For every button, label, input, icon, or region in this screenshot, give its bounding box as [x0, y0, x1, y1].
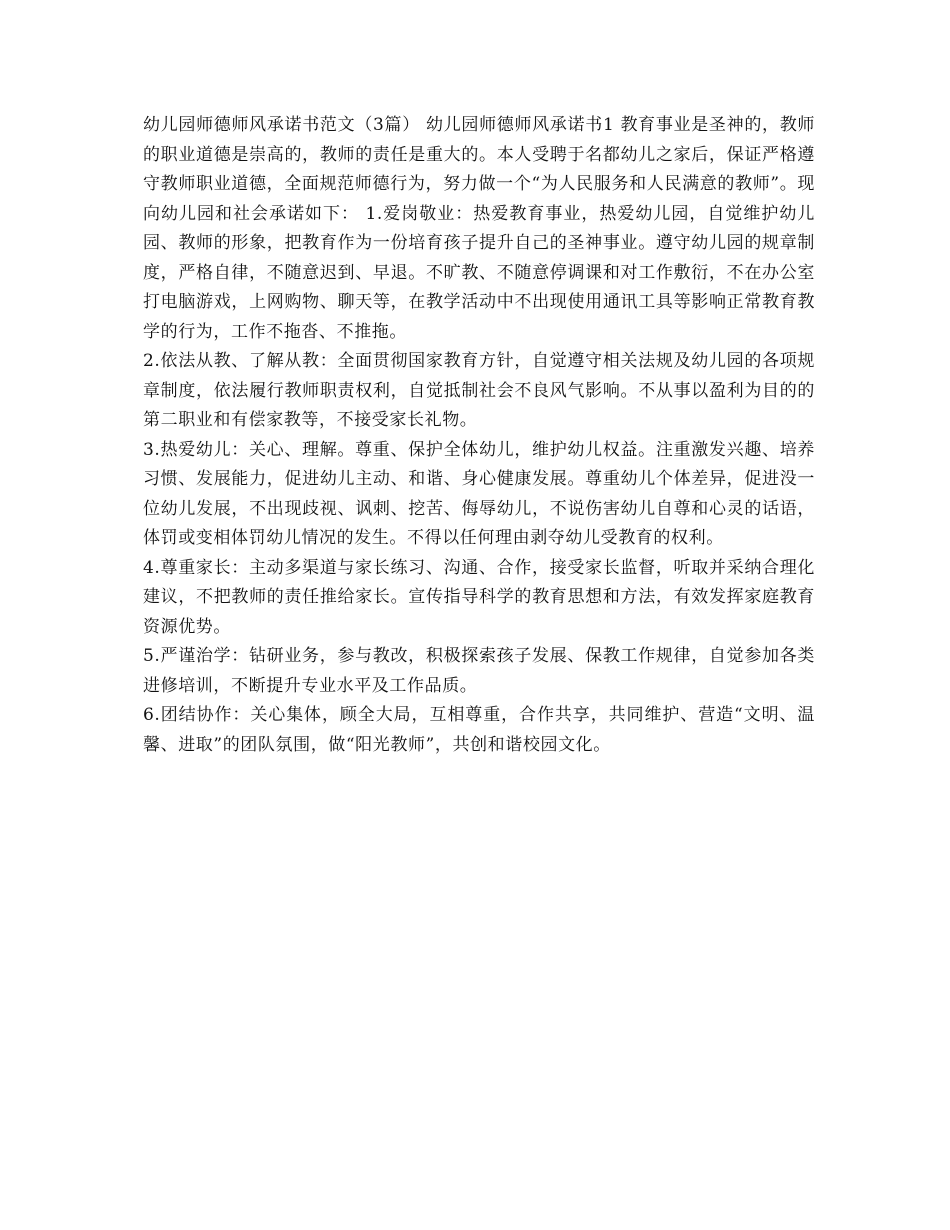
- paragraph-item-4: 4.尊重家长：主动多渠道与家长练习、沟通、合作，接受家长监督，听取并采纳合理化建议，不把教师的责任推给家长。宣传指导科学的教育思想和方法，有效发挥家庭教育资源优势。: [143, 557, 815, 637]
- paragraph-item-6: 6.团结协作：关心集体，顾全大局，互相尊重，合作共享，共同维护、营造“文明、温馨、进取”的团队氛围，做“阳光教师”，共创和谐校园文化。: [143, 705, 815, 755]
- paragraph-item-5: 5.严谨治学：钻研业务，参与教改，积极探索孩子发展、保教工作规律，自觉参加各类进修培训，不断提升专业水平及工作品质。: [143, 646, 815, 696]
- paragraph-item-3: 3.热爱幼儿：关心、理解。尊重、保护全体幼儿，维护幼儿权益。注重激发兴趣、培养习惯、发展能力，促进幼儿主动、和谐、身心健康发展。尊重幼儿个体差异，促进没一位幼儿发展，不出现歧视、讽刺、挖苦、侮辱幼儿，不说伤害幼儿自尊和心灵的话语，体罚或变相体罚幼儿情况的发生。不得以任何理由剥夺幼儿受教育的权利。: [143, 439, 815, 548]
- paragraph-intro: 幼儿园师德师风承诺书范文（3篇） 幼儿园师德师风承诺书1 教育事业是圣神的，教师的职业道德是崇高的，教师的责任是重大的。本人受聘于名都幼儿之家后，保证严格遵守教师职业道德，全面规范师德行为，努力做一个“为人民服务和人民满意的教师”。现向幼儿园和社会承诺如下： 1.爱岗敬业：热爱教育事业，热爱幼儿园，自觉维护幼儿园、教师的形象，把教育作为一份培育孩子提升自己的圣神事业。遵守幼儿园的规章制度，严格自律，不随意迟到、早退。不旷教、不随意停调课和对工作敷衍，不在办公室打电脑游戏，上网购物、聊天等，在教学活动中不出现使用通讯工具等影响正常教育教学的行为，工作不拖沓、不推拖。: [143, 115, 815, 342]
- paragraph-item-2: 2.依法从教、了解从教：全面贯彻国家教育方针，自觉遵守相关法规及幼儿园的各项规章制度，依法履行教师职责权利，自觉抵制社会不良风气影响。不从事以盈利为目的的第二职业和有偿家教等，不接受家长礼物。: [143, 351, 815, 430]
- document-page: [143, 111, 815, 760]
